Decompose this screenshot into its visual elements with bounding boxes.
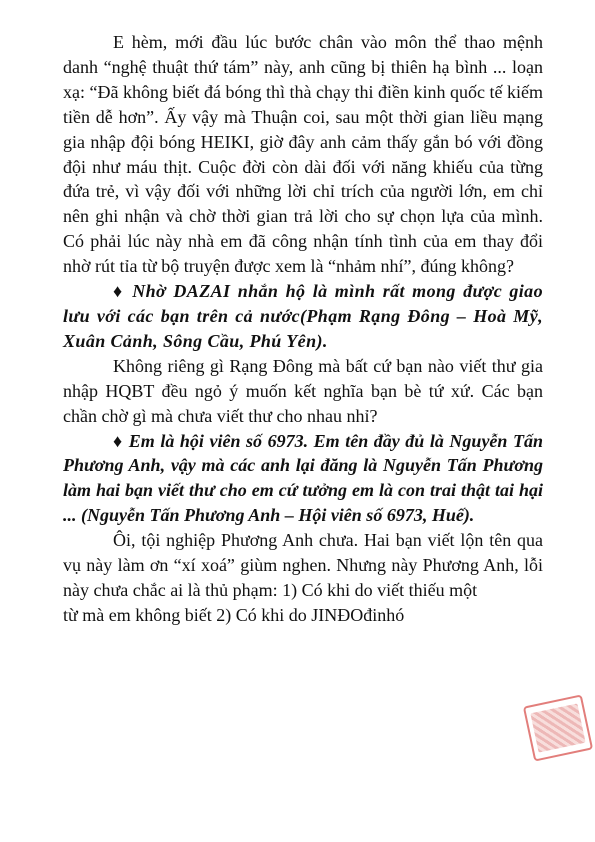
paragraph-continuation: từ mà em không biết 2) Có khi do JINĐOđinhó (63, 604, 405, 625)
reader-letter-dazai: ♦ Nhờ DAZAI nhắn hộ là mình rất mong được giao lưu với các bạn trên cả nước(Phạm Rạng Đông – Hoà Mỹ, Xuân Cảnh, Sông Cầu, Phú Yên). (63, 281, 543, 351)
paragraph-intro: E hèm, mới đầu lúc bước chân vào môn thể thao mệnh danh “nghệ thuật thứ tám” này, anh cũng bị thiên hạ bình ... loạn xạ: “Đã không biết đá bóng thì thà chạy thi điền kinh quốc tế kiếm tiền dễ hơn”. Ấy vậy mà Thuận coi, sau một thời gian liều mạng gia nhập đội bóng HEIKI, giờ đây anh cảm thấy gắn bó với đồng đội như máu thịt. Cuộc đời còn dài đối với năng khiếu của từng đứa trẻ, vì vậy đối với những lời chỉ trích của người lớn, em chỉ nên ghi nhận và chờ thời gian trả lời cho sự chọn lựa của mình. Có phải lúc này nhà em đã công nhận tính tình của em thay đổi nhờ rút tỉa từ bộ truyện được xem là “nhảm nhí”, đúng không? (63, 32, 543, 277)
paragraph-reply-2: Ôi, tội nghiệp Phương Anh chưa. Hai bạn viết lộn tên qua vụ này làm ơn “xí xoá” giùm nghen. Nhưng này Phương Anh, lỗi này chưa chắc ai là thủ phạm: 1) Có khi do viết thiếu một (63, 530, 543, 600)
paragraph-reply-1: Không riêng gì Rạng Đông mà bất cứ bạn nào viết thư gia nhập HQBT đều ngỏ ý muốn kết nghĩa bạn bè tứ xứ. Các bạn chần chờ gì mà chưa viết thư cho nhau nhỉ? (63, 355, 543, 426)
text-column (63, 30, 543, 628)
reader-letter-phuong-anh: ♦ Em là hội viên số 6973. Em tên đầy đủ là Nguyễn Tấn Phương Anh, vậy mà các anh lại đăng là Nguyễn Tấn Phương làm hai bạn viết thư cho em cứ tưởng em là con trai thật tai hại ... (Nguyễn Tấn Phương Anh – Hội viên số 6973, Huế). (63, 430, 543, 526)
club-stamp-logo (523, 694, 593, 761)
